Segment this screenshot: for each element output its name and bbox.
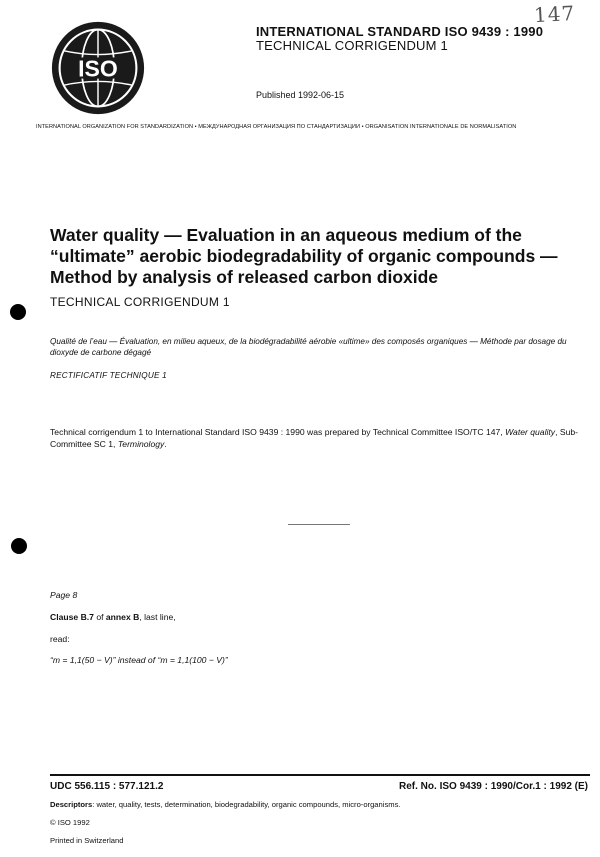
udc-number: UDC 556.115 : 577.121.2 [50,781,164,792]
title-line: Water quality — Evaluation in an aqueous medium of the [50,225,522,245]
organization-line: INTERNATIONAL ORGANIZATION FOR STANDARDIZATION • МЕЖДУНАРОДНАЯ ОРГАНИЗАЦИЯ ПО СТАНДАРТИЗАЦИИ • ORGANISATION INTERNATIONALE DE NORMALISATION [36,124,517,130]
document-title [50,225,590,288]
standard-title: INTERNATIONAL STANDARD ISO 9439 : 1990 [256,24,544,39]
published-date: Published 1992-06-15 [256,90,345,100]
page-reference: Page 8 [50,590,78,600]
prep-text: . [164,439,167,449]
reference-number: Ref. No. ISO 9439 : 1990/Cor.1 : 1992 (E) [399,781,588,792]
corrigendum-label: TECHNICAL CORRIGENDUM 1 [50,295,230,309]
separator-line [288,524,350,525]
clause-text: , last line, [139,612,176,622]
french-corrigendum-label: RECTIFICATIF TECHNIQUE 1 [50,371,167,380]
subcommittee-name: Terminology [117,439,165,449]
logo-text: ISO [78,55,118,82]
descriptors [50,800,590,809]
clause-reference [50,612,176,622]
annex-name: annex B [105,612,140,622]
correction-text: “m = 1,1(50 − V)” instead of “m = 1,1(100 − V)” [50,655,228,665]
punch-hole [11,538,27,554]
french-title: Qualité de l’eau — Évaluation, en milieu aqueux, de la biodégradabilité aérobie «ultime» des composés organiques — Méthode par dosage du dioxyde de carbone dégagé [50,337,567,357]
copyright: © ISO 1992 [50,818,90,827]
iso-logo [50,20,146,116]
clause-text: of [93,612,106,622]
title-line: Method by analysis of released carbon dioxide [50,267,439,287]
footer-rule [50,774,590,776]
preparation-paragraph [50,426,590,450]
punch-hole [10,304,26,320]
prep-text: , Sub-Committee SC 1, [50,427,579,449]
descriptors-label: Descriptors [50,800,93,809]
printed-in: Printed in Switzerland [50,836,124,845]
standard-subtitle: TECHNICAL CORRIGENDUM 1 [256,38,448,53]
handwritten-note: 147 [533,0,576,28]
read-label: read: [50,634,70,644]
title-line: “ultimate” aerobic biodegradability of organic compounds — [50,246,558,266]
prep-text: Technical corrigendum 1 to International Standard ISO 9439 : 1990 was prepared by Technical Committee ISO/TC 147, [50,427,506,437]
clause-number: Clause B.7 [50,612,94,622]
descriptors-text: : water, quality, tests, determination, biodegradability, organic compounds, micro-organisms. [92,800,401,809]
committee-name: Water quality [505,427,556,437]
